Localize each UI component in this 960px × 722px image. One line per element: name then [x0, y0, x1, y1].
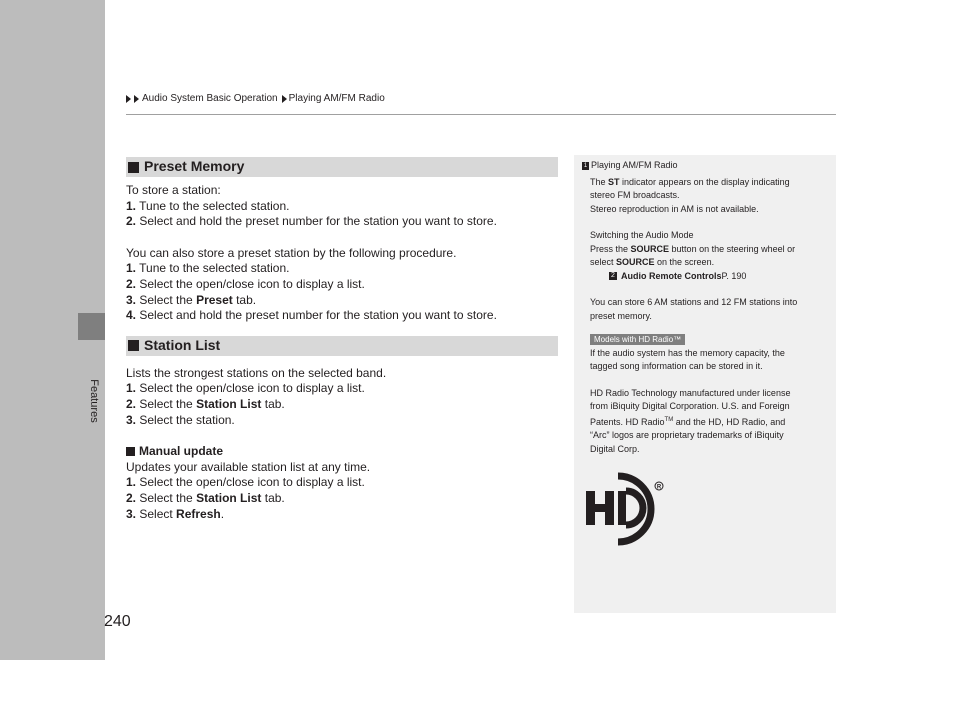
step-item: 1. Tune to the selected station.	[126, 198, 290, 213]
breadcrumb-item: Audio System Basic Operation	[142, 93, 278, 104]
side-note-panel	[574, 155, 836, 613]
note-marker-icon: 1	[583, 162, 588, 169]
paragraph: You can also store a preset station by the following procedure.	[126, 245, 457, 260]
page-number: 240	[104, 613, 131, 630]
paragraph: Lists the strongest stations on the selected band.	[126, 365, 387, 380]
breadcrumb-arrow-icon	[282, 95, 287, 103]
note-line: select SOURCE on the screen.	[590, 257, 715, 267]
side-note-title: 1 Playing AM/FM Radio	[583, 160, 678, 170]
breadcrumb-arrow-icon	[126, 95, 131, 103]
step-item: 3. Select Refresh.	[126, 506, 225, 521]
note-line: HD Radio Technology manufactured under license	[590, 387, 791, 398]
note-line: You can store 6 AM stations and 12 FM stations into	[590, 297, 798, 307]
step-item: 2. Select and hold the preset number for the station you want to store.	[126, 214, 497, 229]
step-item: 2. Select the open/close icon to display a list.	[126, 276, 365, 291]
main-content	[126, 157, 558, 522]
breadcrumb-item: Playing AM/FM Radio	[288, 93, 385, 104]
hd-radio-logo-icon	[584, 471, 666, 547]
step-item: 3. Select the Preset tab.	[126, 292, 257, 307]
step-item: 3. Select the station.	[126, 412, 235, 427]
header-divider	[126, 114, 836, 115]
side-note-content	[582, 159, 832, 456]
sidebar-tab-marker	[78, 313, 105, 340]
sidebar-label: Features	[88, 379, 100, 423]
note-line: Switching the Audio Mode	[590, 230, 694, 240]
cross-reference-link[interactable]: 2 Audio Remote Controls P. 190	[582, 270, 832, 284]
square-bullet-icon	[128, 162, 139, 173]
note-line: Patents. HD Radio™ and the HD, HD Radio, and	[590, 416, 786, 427]
section-heading-station-list: Station List	[126, 336, 558, 356]
note-line: The ST indicator appears on the display indicating	[590, 176, 790, 187]
square-bullet-icon	[128, 340, 139, 351]
sidebar	[0, 0, 105, 660]
note-line: “Arc” logos are proprietary trademarks of iBiquity	[590, 430, 784, 440]
note-line: Digital Corp.	[590, 443, 640, 454]
step-item: 1. Select the open/close icon to display a list.	[126, 475, 365, 490]
paragraph: To store a station:	[126, 183, 221, 197]
note-line: Press the SOURCE button on the steering wheel or	[590, 243, 796, 254]
note-line: preset memory.	[590, 310, 652, 321]
step-item: 1. Tune to the selected station.	[126, 261, 290, 276]
step-item: 4. Select and hold the preset number for the station you want to store.	[126, 308, 497, 323]
reference-arrow-icon: 2	[609, 272, 617, 280]
subheading-manual-update: Manual update	[126, 444, 558, 460]
note-line: stereo FM broadcasts.	[590, 190, 680, 200]
note-line: Stereo reproduction in AM is not available.	[590, 203, 759, 214]
model-badge: Models with HD Radio™	[590, 334, 685, 345]
note-line: If the audio system has the memory capacity, the	[590, 347, 785, 358]
section-heading-preset-memory: Preset Memory	[126, 157, 558, 177]
breadcrumb	[126, 93, 385, 104]
step-item: 1. Select the open/close icon to display a list.	[126, 381, 365, 396]
step-item: 2. Select the Station List tab.	[126, 490, 285, 505]
paragraph: Updates your available station list at any time.	[126, 459, 371, 474]
breadcrumb-arrow-icon	[134, 95, 139, 103]
step-item: 2. Select the Station List tab.	[126, 396, 285, 411]
note-line: tagged song information can be stored in it.	[590, 361, 763, 371]
square-bullet-icon	[126, 447, 135, 456]
svg-text:R: R	[656, 484, 662, 491]
note-line: from iBiquity Digital Corporation. U.S. and Foreign	[590, 401, 790, 411]
